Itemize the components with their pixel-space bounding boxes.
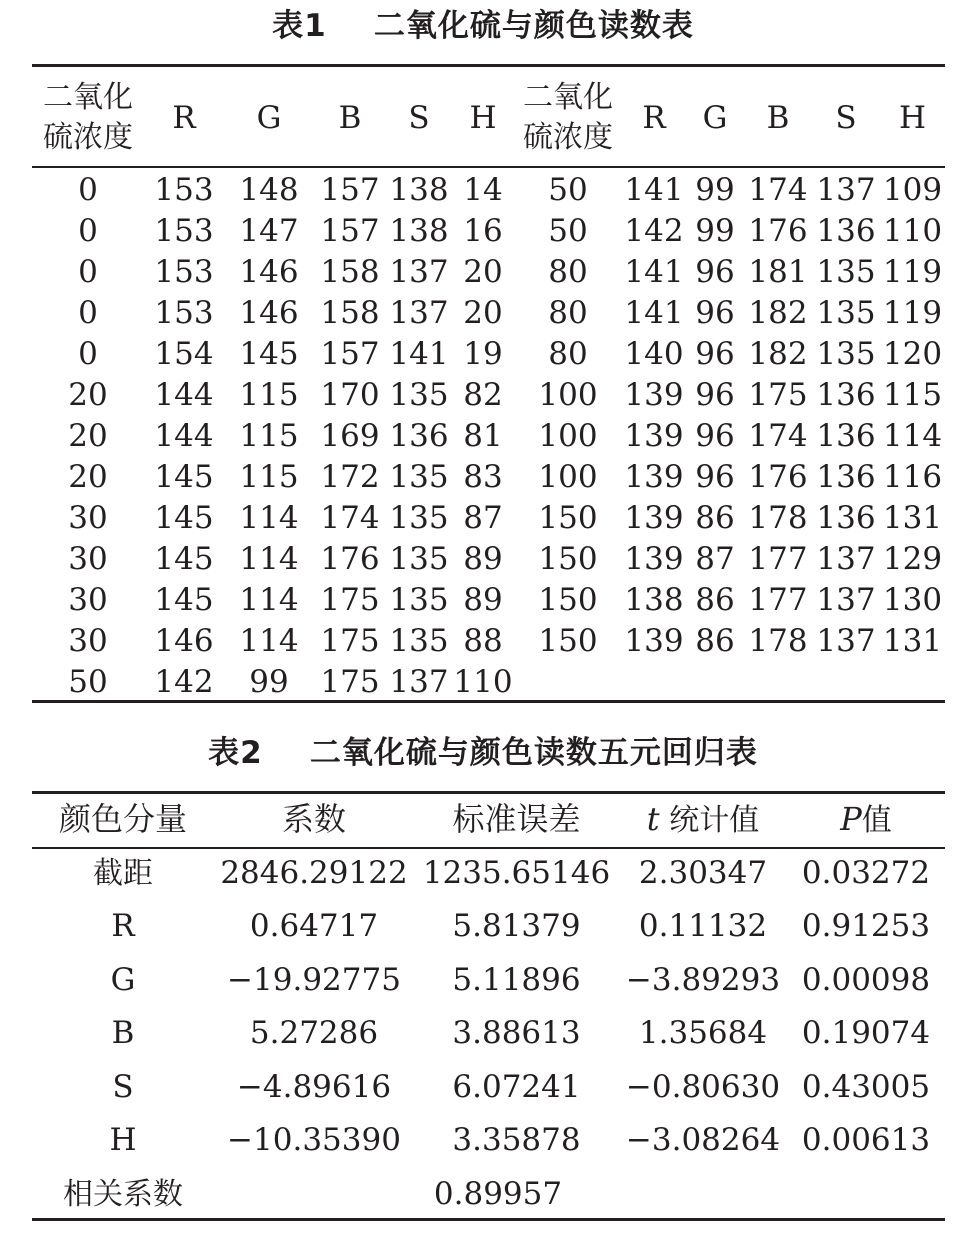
table-cell: 137 (816, 172, 876, 208)
table-cell: 5.11896 (452, 961, 581, 998)
table-cell: 138 (624, 582, 684, 618)
table-cell: 115 (239, 377, 299, 413)
table-cell: 145 (239, 336, 299, 372)
table-cell: 153 (154, 213, 214, 249)
table-cell: 116 (882, 459, 943, 495)
table-cell: 138 (389, 172, 449, 208)
table-cell: 129 (882, 541, 943, 577)
table-cell: 158 (320, 295, 380, 331)
table-cell: 83 (463, 459, 503, 495)
table-cell: 136 (816, 459, 876, 495)
table-cell: 174 (748, 418, 808, 454)
table-cell: 0 (78, 172, 98, 208)
table2-caption: 表2 二氧化硫与颜色读数五元回归表 (208, 735, 758, 771)
table-cell: 177 (748, 541, 808, 577)
header-p-value (787, 793, 945, 847)
table-cell: −19.92775 (227, 961, 401, 998)
table-cell: 137 (389, 664, 449, 700)
table-cell: 0 (78, 295, 98, 331)
table-cell: 144 (154, 377, 214, 413)
table-cell: 174 (748, 172, 808, 208)
header-coef: 系数 (281, 800, 346, 838)
table-cell: 141 (624, 295, 684, 331)
table-cell: 176 (748, 213, 808, 249)
table-cell: 157 (320, 172, 380, 208)
table-cell: S (112, 1068, 134, 1105)
table-cell: 86 (695, 623, 735, 659)
table1-top-rule (32, 64, 945, 67)
table-cell: 176 (748, 459, 808, 495)
table-cell: 0.00613 (801, 1122, 931, 1158)
table-cell: 139 (624, 377, 684, 413)
header-stderr: 标准误差 (452, 800, 581, 838)
table-cell: 182 (748, 295, 808, 331)
p-label: 值 (861, 803, 892, 838)
table-cell: 153 (154, 295, 214, 331)
table2 (32, 793, 945, 1221)
table-cell: 147 (239, 213, 299, 249)
table-cell: 135 (389, 623, 449, 659)
table-cell: 145 (154, 459, 214, 495)
table-cell: 175 (748, 377, 808, 413)
table-row (32, 211, 945, 252)
table-cell: 96 (695, 336, 735, 372)
table-cell: 110 (882, 213, 943, 249)
table-row (32, 334, 945, 375)
table-cell: 158 (320, 254, 380, 290)
table-cell: 119 (882, 295, 943, 331)
table-cell: 20 (68, 459, 108, 495)
table-cell: 20 (68, 418, 108, 454)
table-row (32, 498, 945, 539)
table-cell: 139 (624, 623, 684, 659)
table-cell: 86 (695, 582, 735, 618)
table-row (32, 170, 945, 211)
table-row (32, 375, 945, 416)
table2-header-row (32, 793, 945, 847)
table-cell: 96 (695, 418, 735, 454)
table-cell: 114 (239, 500, 299, 536)
table-cell: B (111, 1015, 135, 1051)
table-cell: 120 (882, 336, 943, 372)
header-component: 颜色分量 (58, 800, 187, 838)
table-cell: 88 (463, 623, 503, 659)
table-cell: 截距 (93, 855, 153, 891)
table-cell: 86 (695, 500, 735, 536)
table-cell: 0.43005 (801, 1068, 931, 1105)
table-cell: 175 (320, 582, 380, 618)
table-row (32, 539, 945, 580)
header-s-left: S (408, 100, 430, 136)
table-cell: 80 (548, 336, 588, 372)
table-cell: 87 (695, 541, 735, 577)
table-cell: 176 (320, 541, 380, 577)
table-row (32, 580, 945, 621)
header-conc-left: 二氧化 硫浓度 (43, 80, 133, 155)
table-cell: 16 (463, 213, 503, 249)
header-h-left: H (469, 100, 497, 136)
table-cell: 0.19074 (801, 1015, 931, 1051)
table-cell: 154 (154, 336, 214, 372)
table-cell: 96 (695, 459, 735, 495)
table-cell: 3.88613 (452, 1015, 581, 1051)
table-cell: 99 (695, 213, 735, 249)
table-cell: 178 (748, 623, 808, 659)
table-cell: 137 (816, 541, 876, 577)
table-cell: H (109, 1122, 137, 1158)
table-row (32, 1061, 945, 1115)
table-cell: 170 (320, 377, 380, 413)
table-row (32, 662, 945, 703)
table-cell: 5.27286 (249, 1015, 379, 1051)
table-cell: 178 (748, 500, 808, 536)
table-cell: 150 (538, 500, 598, 536)
table1-caption: 表1 二氧化硫与颜色读数表 (272, 8, 694, 44)
table-cell: 87 (463, 500, 503, 536)
table-cell: −3.89293 (625, 961, 781, 998)
table-row (32, 293, 945, 334)
table-cell: 175 (320, 623, 380, 659)
table-cell: 150 (538, 541, 598, 577)
table-cell: 80 (548, 295, 588, 331)
table-cell: −4.89616 (236, 1068, 392, 1105)
table-cell: 2846.29122 (220, 854, 408, 891)
table-cell: 137 (389, 254, 449, 290)
t-label: 统计值 (659, 803, 760, 838)
table-cell: 138 (389, 213, 449, 249)
table-cell: 0.00098 (801, 961, 931, 998)
table-cell: 115 (239, 459, 299, 495)
table-cell: 146 (239, 254, 299, 290)
table1-header-row (32, 70, 945, 166)
table-cell: 136 (389, 418, 449, 454)
header-b-left: B (338, 100, 362, 136)
table-cell: 119 (882, 254, 943, 290)
table-cell: 30 (68, 582, 108, 618)
table-cell: 174 (320, 500, 380, 536)
table-cell: 135 (816, 336, 876, 372)
table-row (32, 621, 945, 662)
table-cell: 50 (548, 172, 588, 208)
table-cell: 157 (320, 336, 380, 372)
header-g-right: G (702, 100, 728, 136)
table-cell: 135 (389, 541, 449, 577)
table-cell: 89 (463, 582, 503, 618)
header-conc-right: 二氧化 硫浓度 (523, 80, 613, 155)
table-row (32, 252, 945, 293)
table-cell: 0 (78, 336, 98, 372)
table-cell: 146 (239, 295, 299, 331)
table-cell: 100 (538, 377, 598, 413)
table-cell: 137 (389, 295, 449, 331)
table-cell: 0 (78, 213, 98, 249)
table-cell: 0.64717 (249, 908, 379, 944)
header-r-right: R (642, 100, 666, 136)
table-cell: 96 (695, 254, 735, 290)
table-cell: 114 (239, 541, 299, 577)
table-row (32, 457, 945, 498)
table-cell: 115 (239, 418, 299, 454)
table-cell: 81 (463, 418, 503, 454)
table-cell: 50 (548, 213, 588, 249)
table-cell: 3.35878 (452, 1122, 581, 1158)
table-cell: 82 (463, 377, 503, 413)
table-cell: 145 (154, 582, 214, 618)
table-cell: 136 (816, 377, 876, 413)
table-cell: 115 (882, 377, 943, 413)
table-cell: 150 (538, 623, 598, 659)
table-cell: 144 (154, 418, 214, 454)
table-cell: 136 (816, 213, 876, 249)
table-cell: 139 (624, 500, 684, 536)
table-cell: 136 (816, 500, 876, 536)
table-cell: 145 (154, 500, 214, 536)
table-cell: 20 (463, 254, 503, 290)
table-cell: 30 (68, 500, 108, 536)
table-cell: 0.11132 (638, 908, 768, 944)
table-cell: 99 (695, 172, 735, 208)
table-cell: 140 (624, 336, 684, 372)
table-cell: −0.80630 (625, 1068, 781, 1105)
header-r-left: R (172, 100, 196, 136)
table-cell: 5.81379 (452, 908, 581, 944)
table-cell: 135 (389, 582, 449, 618)
table-cell: 141 (389, 336, 449, 372)
table-cell: 157 (320, 213, 380, 249)
table-row (32, 900, 945, 954)
table2-body (32, 847, 945, 1168)
header-b-right: B (766, 100, 790, 136)
table-cell: −10.35390 (227, 1122, 401, 1158)
table-cell: 139 (624, 459, 684, 495)
table-cell: 137 (816, 623, 876, 659)
table-cell: −3.08264 (625, 1122, 781, 1158)
table-cell: 146 (154, 623, 214, 659)
table-cell: 153 (154, 172, 214, 208)
correlation-value: 0.89957 (433, 1175, 563, 1212)
table-cell: 100 (538, 418, 598, 454)
table-row (32, 1007, 945, 1061)
table-cell: 0.91253 (801, 908, 931, 944)
table-cell: 1.35684 (638, 1015, 768, 1051)
header-h-right: H (898, 100, 927, 136)
table-cell: 142 (624, 213, 684, 249)
table-cell: 135 (389, 459, 449, 495)
table-cell: 96 (695, 377, 735, 413)
table-cell: 141 (624, 254, 684, 290)
table-cell: 96 (695, 295, 735, 331)
table-cell: 100 (538, 459, 598, 495)
table-row (32, 954, 945, 1008)
table-cell: 0 (78, 254, 98, 290)
table-cell: 109 (882, 172, 943, 208)
table-cell: R (111, 908, 135, 944)
table-cell: 6.07241 (452, 1068, 581, 1105)
header-g-left: G (256, 100, 282, 136)
table-cell: 14 (463, 172, 503, 208)
table-cell: 137 (816, 582, 876, 618)
table-cell: 110 (453, 664, 513, 700)
table-cell: 150 (538, 582, 598, 618)
table-cell: 148 (239, 172, 299, 208)
table-row (32, 1114, 945, 1168)
table-cell: 89 (463, 541, 503, 577)
table-cell: 135 (389, 500, 449, 536)
table-cell: 141 (624, 172, 684, 208)
table-cell: 30 (68, 623, 108, 659)
table-cell: 169 (320, 418, 380, 454)
table1-body (32, 166, 945, 703)
p-symbol: P (840, 800, 862, 838)
table-cell: 114 (239, 582, 299, 618)
table-row (32, 847, 945, 901)
table-cell: 175 (320, 664, 380, 700)
table1 (32, 70, 945, 703)
table-cell: 114 (882, 418, 943, 454)
table-cell: 130 (882, 582, 943, 618)
table-cell: 139 (624, 418, 684, 454)
table-cell: 131 (882, 623, 943, 659)
table-cell: 135 (816, 295, 876, 331)
table-cell: 139 (624, 541, 684, 577)
table-cell: 20 (463, 295, 503, 331)
correlation-label: 相关系数 (63, 1176, 183, 1212)
table-cell: 136 (816, 418, 876, 454)
table-cell: 142 (154, 664, 214, 700)
table2-correlation-row (32, 1168, 945, 1222)
table-cell: G (110, 961, 136, 998)
header-t-stat (619, 793, 787, 847)
table-cell: 19 (463, 336, 503, 372)
table-cell: 99 (249, 664, 289, 700)
table-cell: 182 (748, 336, 808, 372)
header-s-right: S (835, 100, 857, 136)
table-cell: 177 (748, 582, 808, 618)
table-row (32, 416, 945, 457)
t-symbol: t (646, 800, 660, 838)
table-cell: 2.30347 (638, 854, 768, 891)
table-cell: 30 (68, 541, 108, 577)
table-cell: 0.03272 (801, 854, 931, 891)
table-cell: 172 (320, 459, 380, 495)
table-cell: 135 (389, 377, 449, 413)
table-cell: 153 (154, 254, 214, 290)
table-cell: 145 (154, 541, 214, 577)
table-cell: 135 (816, 254, 876, 290)
table-cell: 50 (68, 664, 108, 700)
table-cell: 80 (548, 254, 588, 290)
table-cell: 20 (68, 377, 108, 413)
table-cell: 181 (748, 254, 808, 290)
table-cell: 131 (882, 500, 943, 536)
table-cell: 1235.65146 (422, 854, 611, 891)
table-cell: 114 (239, 623, 299, 659)
